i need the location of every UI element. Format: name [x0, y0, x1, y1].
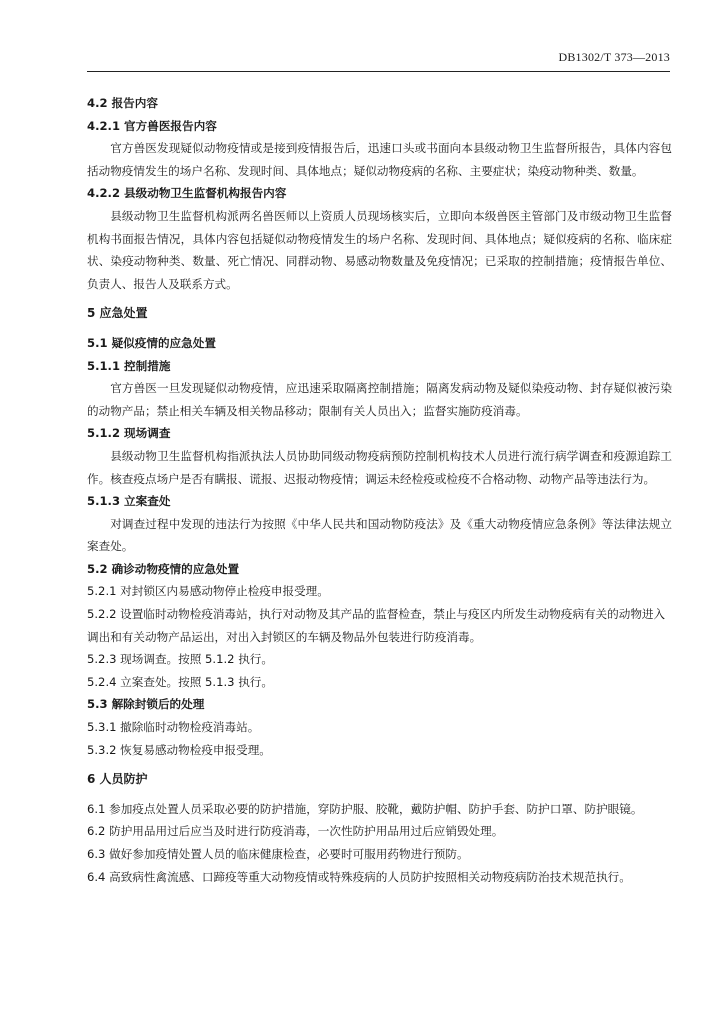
paragraph: 对调查过程中发现的违法行为按照《中华人民共和国动物防疫法》及《重大动物疫情应急条例》等法律法规立案查处。 — [87, 516, 672, 554]
section-heading: 4.2.1 官方兽医报告内容 — [87, 118, 217, 133]
paragraph: 官方兽医发现疑似动物疫情或是接到疫情报告后，迅速口头或书面向本县级动物卫生监督所报告，具体内容包括动物疫情发生的场户名称、发现时间、具体地点；疑似动物疫病的名称、主要症状；染疫动物种类、数量。 — [87, 141, 672, 178]
section-heading: 5.2 确诊动物疫情的应急处置 — [87, 561, 240, 576]
paragraph: 官方兽医一旦发现疑似动物疫情，应迅速采取隔离控制措施；隔离发病动物及疑似染疫动物、封存疑似被污染的动物产品；禁止相关车辆及相关物品移动；限制有关人员出入；监督实施防疫消毒。 — [87, 381, 672, 418]
clause-item: 5.3.2 恢复易感动物检疫申报受理。 — [87, 742, 271, 757]
clause-item: 5.2.2 设置临时动物检疫消毒站，执行对动物及其产品的监督检查，禁止与疫区内所发生动物疫病有关的动物进入调出和有关动物产品运出，对出入封锁区的车辆及物品外包装进行防疫消毒。 — [87, 607, 666, 644]
clause-item: 6.2 防护用品用过后应当及时进行防疫消毒，一次性防护用品用过后应销毁处理。 — [87, 824, 504, 839]
paragraph: 县级动物卫生监督机构派两名兽医师以上资质人员现场核实后，立即向本级兽医主管部门及市级动物卫生监督机构书面报告情况，具体内容包括疑似动物疫情发生的场户名称、发现时间、具体地点；疑似疫病的名称、临床症状、染疫动物种类、数量、死亡情况、同群动物、易感动物数量及免疫情况；已采取的控制措施；疫情报告单位、负责人、报告人及联系方式。 — [87, 208, 672, 291]
section-heading: 5.1 疑似疫情的应急处置 — [87, 335, 216, 350]
section-heading: 5.3 解除封锁后的处理 — [87, 697, 205, 712]
document-code: DB1302/T 373—2013 — [558, 50, 670, 64]
paragraph: 县级动物卫生监督机构指派执法人员协助同级动物疫病预防控制机构技术人员进行流行病学调查和疫源追踪工作。核查疫点场户是否有瞒报、谎报、迟报动物疫情；调运未经检疫或检疫不合格动物、动物产品等违法行为。 — [87, 448, 672, 486]
header-rule — [87, 71, 670, 72]
section-heading: 5.1.1 控制措施 — [87, 358, 171, 373]
spacer — [87, 325, 672, 332]
clause-item: 5.2.3 现场调查。按照 5.1.2 执行。 — [87, 652, 273, 667]
section-heading: 4.2.2 县级动物卫生监督机构报告内容 — [87, 186, 287, 201]
chapter-heading: 5 应急处置 — [87, 306, 148, 321]
chapter-heading: 6 人员防护 — [87, 772, 148, 787]
section-heading: 5.1.3 立案查处 — [87, 494, 171, 509]
clause-item: 6.4 高致病性禽流感、口蹄疫等重大动物疫情或特殊疫病的人员防护按照相关动物疫病防治技术规范执行。 — [87, 869, 631, 884]
clause-item: 5.2.1 对封锁区内易感动物停止检疫申报受理。 — [87, 584, 329, 599]
section-heading: 5.1.2 现场调查 — [87, 426, 171, 441]
clause-item: 5.2.4 立案查处。按照 5.1.3 执行。 — [87, 674, 273, 689]
clause-item: 5.3.1 撤除临时动物检疫消毒站。 — [87, 720, 260, 735]
spacer — [87, 295, 672, 302]
clause-item: 6.3 做好参加疫情处置人员的临床健康检查，必要时可服用药物进行预防。 — [87, 847, 469, 861]
section-heading: 4.2 报告内容 — [87, 96, 158, 110]
document-body — [87, 92, 672, 888]
clause-item: 6.1 参加疫点处置人员采取必要的防护措施，穿防护服、胶靴，戴防护帽、防护手套、防护口罩、防护眼镜。 — [87, 801, 643, 816]
spacer — [87, 791, 672, 798]
spacer — [87, 761, 672, 768]
